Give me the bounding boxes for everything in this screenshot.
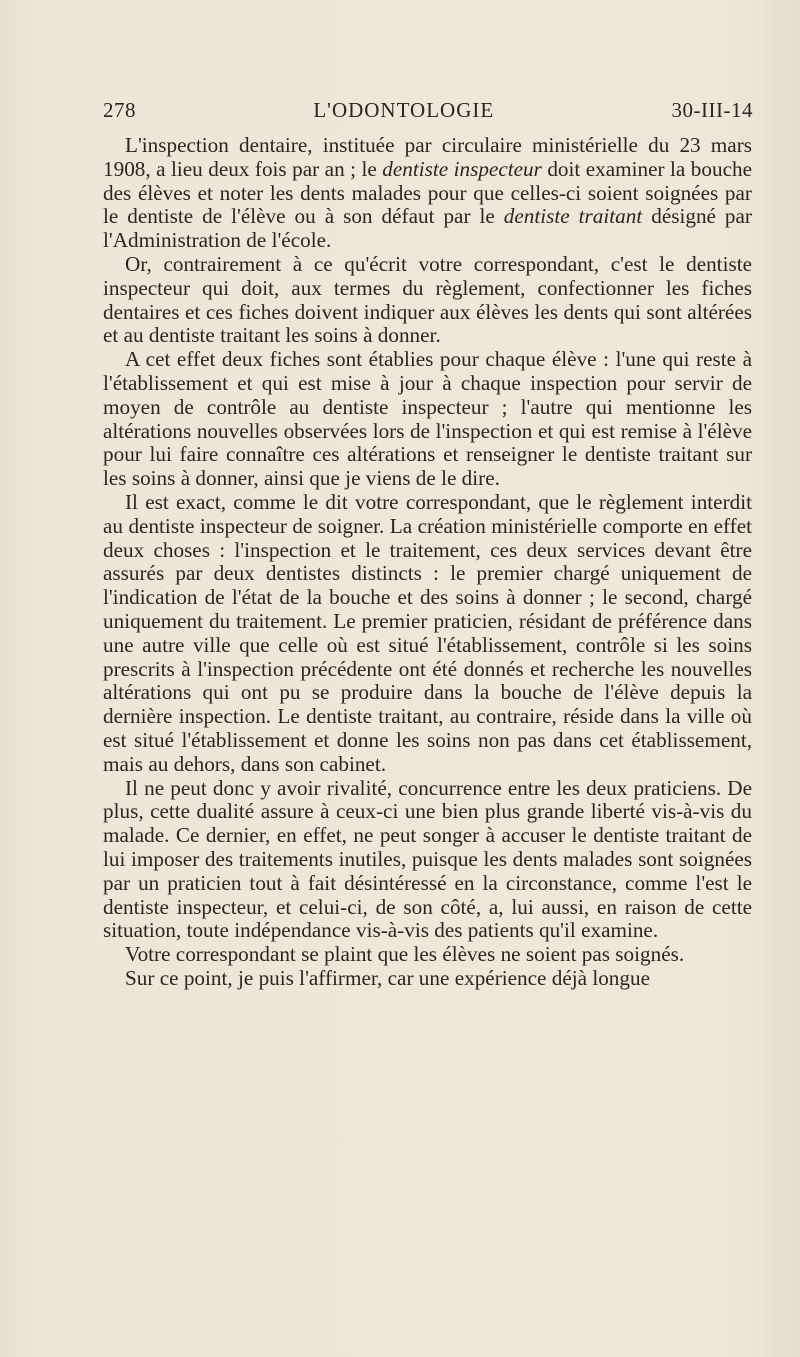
paragraph-3: A cet effet deux fiches sont établies pour chaque élève : l'une qui reste à l'établissement et qui est mise à jour à chaque inspection pour servir de moyen de contrôle au dentiste inspecteur ; l'autre qui mentionne les altérations nouvelles observées lors de l'inspection et qui est remise à l'élève pour lui faire connaître ces altérations et renseigner le dentiste traitant sur les soins à donner, ainsi que je viens de le dire.: [103, 347, 752, 491]
issue-date: 30-III-14: [671, 98, 753, 122]
paragraph-6: Votre correspondant se plaint que les élèves ne soient pas soignés.: [125, 942, 685, 967]
paragraph-1-part-b: doit examiner la bouche des élèves et noter les dents malades pour que celles-ci soient soignées par le dentiste de l'élève ou à son défaut par le: [103, 156, 752, 229]
paragraph-1-part-c: désigné par l'Administration de l'école.: [103, 204, 752, 253]
page-number: 278: [103, 98, 136, 122]
paragraph-1-part-a: L'inspection dentaire, instituée par circulaire ministérielle du 23 mars 1908, a lieu deux fois par an ; le: [103, 133, 752, 181]
running-head: [103, 98, 753, 128]
paragraph-1: [103, 134, 752, 253]
term-dentiste-inspecteur: dentiste inspecteur: [382, 156, 542, 181]
paragraph-7: Sur ce point, je puis l'affirmer, car une expérience déjà longue: [125, 965, 650, 990]
paragraph-4: Il est exact, comme le dit votre correspondant, que le règlement interdit au dentiste inspecteur de soigner. La création ministérielle comporte en effet deux choses : l'inspection et le traitement, ces deux services devant être assurés par deux dentistes distincts : le premier chargé uniquement de l'indication de l'état de la bouche et des soins à donner ; le second, chargé uniquement du traitement. Le premier praticien, résidant de préférence dans une autre ville que celle où est situé l'établissement, contrôle si les soins prescrits à l'inspection précédente ont été donnés et recherche les nouvelles altérations qui ont pu se produire dans la bouche de l'élève depuis la dernière inspection. Le dentiste traitant, au contraire, réside dans la ville où est situé l'établissement et donne les soins non pas dans cet établissement, mais au dehors, dans son cabinet.: [103, 489, 752, 776]
journal-title: L'ODONTOLOGIE: [313, 98, 495, 122]
body-text: [103, 134, 752, 991]
term-dentiste-traitant: dentiste traitant: [503, 204, 643, 229]
paragraph-2: Or, contrairement à ce qu'écrit votre correspondant, c'est le dentiste inspecteur qui doit, aux termes du règlement, confectionner les fiches dentaires et ces fiches doivent indiquer aux élèves les dents qui sont altérées et au dentiste traitant les soins à donner.: [103, 251, 752, 348]
paragraph-5: Il ne peut donc y avoir rivalité, concurrence entre les deux praticiens. De plus, cette dualité assure à ceux-ci une bien plus grande liberté vis-à-vis du malade. Ce dernier, en effet, ne peut songer à accuser le dentiste traitant de lui imposer des traitements inutiles, puisque les dents malades sont soignées par un praticien tout à fait désintéressé en la circonstance, comme l'est le dentiste inspecteur, et celui-ci, de son côté, a, lui aussi, en raison de cette situation, toute indépendance vis-à-vis des patients qu'il examine.: [103, 775, 752, 943]
